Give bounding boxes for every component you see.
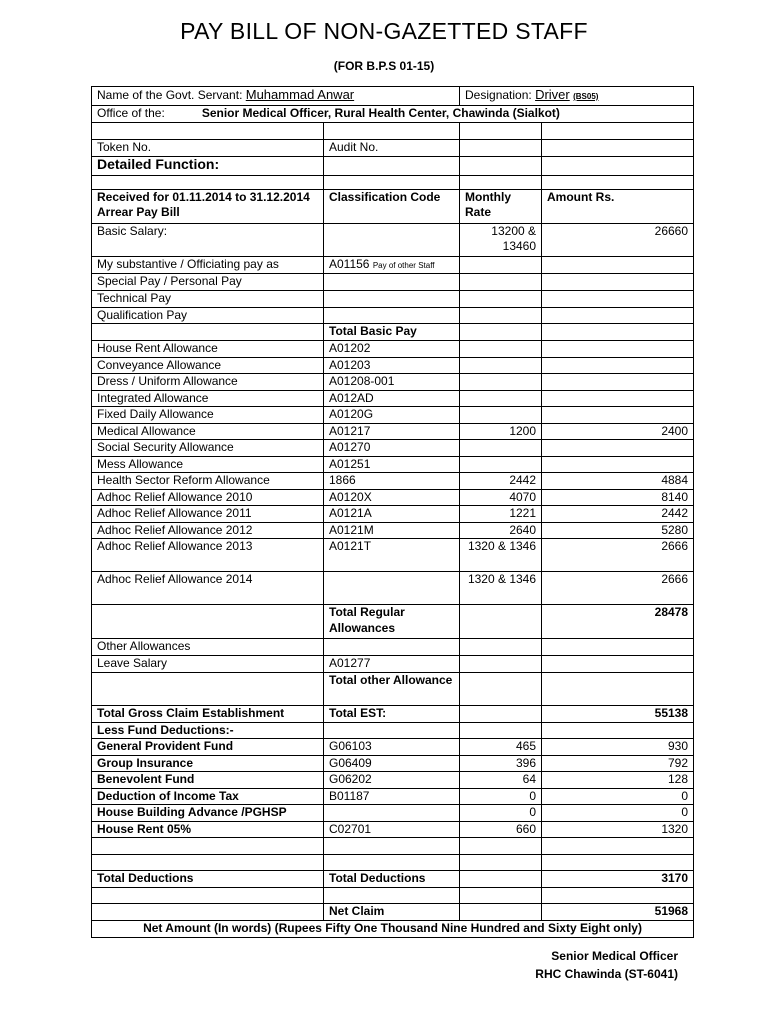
net-claim-row — [92, 904, 694, 921]
allowance-rate — [460, 357, 542, 374]
allowance-row — [92, 473, 694, 490]
deduction-row — [92, 739, 694, 756]
total-deductions-label: Total Deductions — [92, 871, 324, 888]
allowance-name: Fixed Daily Allowance — [92, 407, 324, 424]
deduction-rate: 64 — [460, 772, 542, 789]
deduction-code — [324, 805, 460, 822]
detailed-function-label: Detailed Function: — [92, 156, 324, 175]
token-label: Token No. — [92, 139, 324, 156]
allowance-name: Medical Allowance — [92, 423, 324, 440]
allowance-row — [92, 407, 694, 424]
allowance-code: A01217 — [324, 423, 460, 440]
deduction-name: House Rent 05% — [92, 821, 324, 838]
basic-salary-label: Basic Salary: — [92, 223, 324, 256]
office-label: Office of the: — [97, 105, 165, 120]
deduction-rate: 0 — [460, 788, 542, 805]
allowance-name: Adhoc Relief Allowance 2010 — [92, 489, 324, 506]
substantive-label: My substantive / Officiating pay as — [92, 256, 324, 274]
allowance-amount: 2666 — [542, 572, 694, 605]
deduction-name: Group Insurance — [92, 755, 324, 772]
allowance-name: Conveyance Allowance — [92, 357, 324, 374]
amount-header: Amount Rs. — [542, 189, 694, 223]
office-value: Senior Medical Officer, Rural Health Center, Chawinda (Sialkot) — [201, 105, 560, 120]
allowance-row — [92, 539, 694, 572]
qualification-pay-label: Qualification Pay — [92, 307, 324, 324]
leave-salary-code: A01277 — [324, 655, 460, 672]
detailed-function-row — [92, 156, 694, 175]
designation-scale: (BS05) — [573, 92, 599, 101]
qualification-pay-row — [92, 307, 694, 324]
blank-row — [92, 175, 694, 189]
blank-row — [92, 888, 694, 904]
allowance-code: A0121A — [324, 506, 460, 523]
signature-office: RHC Chawinda (ST-6041) — [535, 967, 678, 981]
total-deductions-label-2: Total Deductions — [324, 871, 460, 888]
allowance-code: A01251 — [324, 456, 460, 473]
deduction-amount: 1320 — [542, 821, 694, 838]
allowance-code: A0120G — [324, 407, 460, 424]
deduction-row — [92, 805, 694, 822]
designation-label: Designation: — [465, 88, 532, 102]
allowance-amount — [542, 390, 694, 407]
substantive-row — [92, 256, 694, 274]
allowance-code: A0120X — [324, 489, 460, 506]
deduction-code: C02701 — [324, 821, 460, 838]
deduction-name: House Building Advance /PGHSP — [92, 805, 324, 822]
allowance-rate — [460, 374, 542, 391]
allowance-rate — [460, 407, 542, 424]
basic-salary-rate: 13200 & 13460 — [460, 223, 542, 256]
allowance-rate — [460, 390, 542, 407]
deduction-amount: 128 — [542, 772, 694, 789]
deduction-rate: 0 — [460, 805, 542, 822]
allowance-code: A01208-001 — [324, 374, 460, 391]
allowance-rate: 1320 & 1346 — [460, 572, 542, 605]
deduction-rate: 660 — [460, 821, 542, 838]
allowance-rate — [460, 440, 542, 457]
allowance-rate: 1221 — [460, 506, 542, 523]
less-fund-label: Less Fund Deductions:- — [92, 722, 324, 739]
allowance-row — [92, 572, 694, 605]
substantive-code-cell — [324, 256, 460, 274]
deduction-amount: 0 — [542, 805, 694, 822]
substantive-code: A01156 — [329, 256, 370, 271]
allowance-row — [92, 456, 694, 473]
allowance-name: Adhoc Relief Allowance 2014 — [92, 572, 324, 605]
less-fund-row — [92, 722, 694, 739]
substantive-note: Pay of other Staff — [372, 260, 435, 270]
document-subtitle: (FOR B.P.S 01-15) — [333, 59, 435, 73]
total-deductions-row — [92, 871, 694, 888]
deduction-name: Deduction of Income Tax — [92, 788, 324, 805]
allowance-rate: 2442 — [460, 473, 542, 490]
allowance-name: Integrated Allowance — [92, 390, 324, 407]
allowance-amount — [542, 341, 694, 358]
allowance-row — [92, 341, 694, 358]
deduction-row — [92, 755, 694, 772]
allowance-code: A01203 — [324, 357, 460, 374]
allowance-amount: 2442 — [542, 506, 694, 523]
technical-pay-label: Technical Pay — [92, 290, 324, 307]
allowance-code — [324, 572, 460, 605]
allowance-name: Adhoc Relief Allowance 2011 — [92, 506, 324, 523]
allowance-amount: 5280 — [542, 522, 694, 539]
other-allowances-label: Other Allowances — [92, 639, 324, 656]
allowance-code: A0121T — [324, 539, 460, 572]
name-label: Name of the Govt. Servant: — [97, 88, 243, 102]
allowance-amount: 2666 — [542, 539, 694, 572]
deduction-amount: 792 — [542, 755, 694, 772]
allowance-amount: 8140 — [542, 489, 694, 506]
special-pay-label: Special Pay / Personal Pay — [92, 274, 324, 291]
total-regular-row — [92, 605, 694, 639]
allowance-row — [92, 390, 694, 407]
total-basic-row — [92, 324, 694, 341]
allowance-amount — [542, 456, 694, 473]
allowance-name: Adhoc Relief Allowance 2013 — [92, 539, 324, 572]
allowance-row — [92, 357, 694, 374]
deduction-row — [92, 772, 694, 789]
total-regular-label: Total Regular Allowances — [324, 605, 460, 639]
basic-salary-row — [92, 223, 694, 256]
document-title: PAY BILL OF NON-GAZETTED STAFF — [180, 18, 588, 44]
deduction-rate: 465 — [460, 739, 542, 756]
net-claim-amount: 51968 — [542, 904, 694, 921]
deduction-name: General Provident Fund — [92, 739, 324, 756]
allowance-code: 1866 — [324, 473, 460, 490]
allowance-row — [92, 423, 694, 440]
allowance-amount: 2400 — [542, 423, 694, 440]
audit-label: Audit No. — [324, 139, 460, 156]
leave-salary-row — [92, 655, 694, 672]
net-claim-label: Net Claim — [324, 904, 460, 921]
deduction-name: Benevolent Fund — [92, 772, 324, 789]
token-row — [92, 139, 694, 156]
pay-bill-table — [91, 86, 694, 938]
allowance-name: Adhoc Relief Allowance 2012 — [92, 522, 324, 539]
deduction-code: G06202 — [324, 772, 460, 789]
net-amount-words: Net Amount (In words) (Rupees Fifty One Thousand Nine Hundred and Sixty Eight only) — [92, 921, 694, 938]
gross-claim-label: Total Gross Claim Establishment — [92, 705, 324, 722]
total-basic-label: Total Basic Pay — [324, 324, 460, 341]
designation-cell — [460, 87, 694, 106]
signature-title: Senior Medical Officer — [551, 949, 678, 963]
classification-header: Classification Code — [324, 189, 460, 223]
blank-row — [92, 855, 694, 871]
deduction-row — [92, 821, 694, 838]
allowance-amount — [542, 407, 694, 424]
allowance-rate: 1200 — [460, 423, 542, 440]
name-value: Muhammad Anwar — [245, 87, 355, 102]
total-regular-amount: 28478 — [542, 605, 694, 639]
received-header: Received for 01.11.2014 to 31.12.2014 Arrear Pay Bill — [92, 189, 324, 223]
deduction-code: B01187 — [324, 788, 460, 805]
allowance-rate — [460, 341, 542, 358]
designation-value: Driver — [535, 87, 570, 102]
allowance-name: Social Security Allowance — [92, 440, 324, 457]
deduction-amount: 0 — [542, 788, 694, 805]
allowance-row — [92, 374, 694, 391]
allowance-rate: 4070 — [460, 489, 542, 506]
allowance-name: Mess Allowance — [92, 456, 324, 473]
allowance-name: Dress / Uniform Allowance — [92, 374, 324, 391]
allowance-code: A012AD — [324, 390, 460, 407]
allowance-code: A0121M — [324, 522, 460, 539]
monthly-rate-header: Monthly Rate — [460, 189, 542, 223]
deduction-code: G06409 — [324, 755, 460, 772]
allowance-row — [92, 489, 694, 506]
allowance-amount: 4884 — [542, 473, 694, 490]
special-pay-row — [92, 274, 694, 291]
total-deductions-amount: 3170 — [542, 871, 694, 888]
allowance-row — [92, 506, 694, 523]
allowance-rate: 2640 — [460, 522, 542, 539]
allowance-name: House Rent Allowance — [92, 341, 324, 358]
allowance-amount — [542, 374, 694, 391]
allowance-row — [92, 522, 694, 539]
total-est-label: Total EST: — [324, 705, 460, 722]
other-allowances-row — [92, 639, 694, 656]
allowance-rate — [460, 456, 542, 473]
office-row — [92, 105, 694, 122]
blank-row — [92, 122, 694, 139]
deduction-code: G06103 — [324, 739, 460, 756]
net-words-row — [92, 921, 694, 938]
basic-salary-amount: 26660 — [542, 223, 694, 256]
technical-pay-row — [92, 290, 694, 307]
name-row — [92, 87, 694, 106]
allowance-rate: 1320 & 1346 — [460, 539, 542, 572]
total-other-label: Total other Allowance — [324, 672, 460, 705]
gross-claim-row — [92, 705, 694, 722]
column-header-row — [92, 189, 694, 223]
blank-row — [92, 838, 694, 855]
deduction-rate: 396 — [460, 755, 542, 772]
deduction-amount: 930 — [542, 739, 694, 756]
allowance-name: Health Sector Reform Allowance — [92, 473, 324, 490]
deduction-row — [92, 788, 694, 805]
allowance-amount — [542, 357, 694, 374]
total-est-amount: 55138 — [542, 705, 694, 722]
allowance-row — [92, 440, 694, 457]
total-other-row — [92, 672, 694, 705]
name-cell — [92, 87, 460, 106]
allowance-code: A01202 — [324, 341, 460, 358]
office-cell — [92, 105, 694, 122]
allowance-code: A01270 — [324, 440, 460, 457]
leave-salary-label: Leave Salary — [92, 655, 324, 672]
allowance-amount — [542, 440, 694, 457]
